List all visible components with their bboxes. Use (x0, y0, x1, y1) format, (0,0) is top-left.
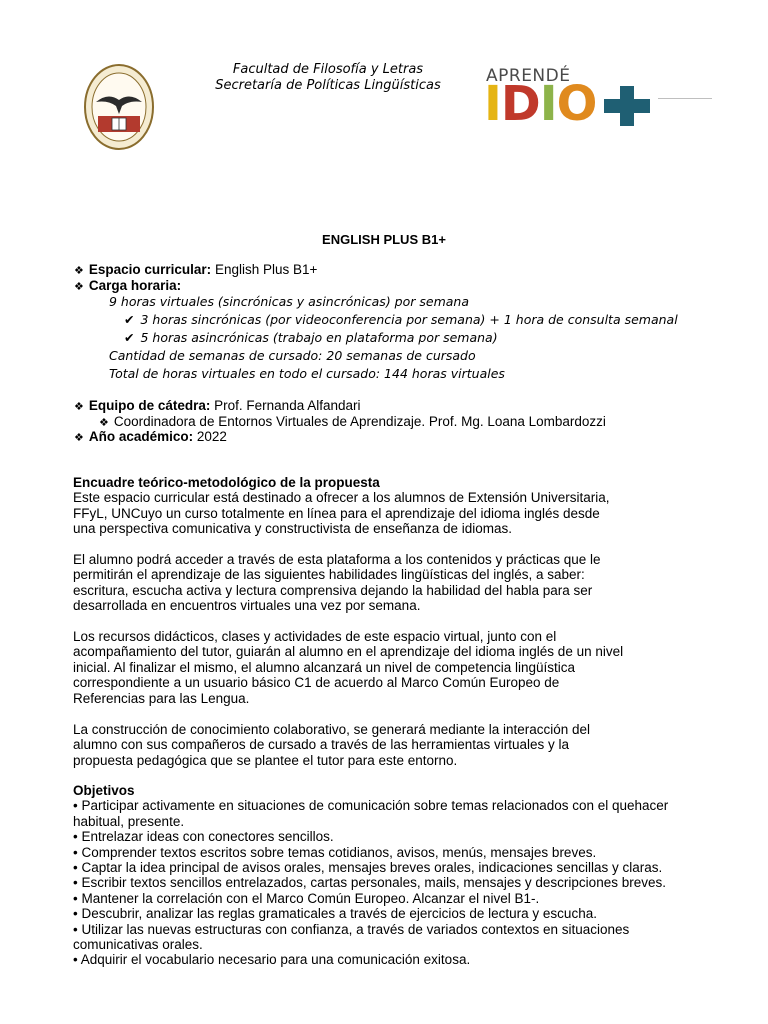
check-icon: ✔ (124, 330, 135, 345)
paragraph-line: FFyL, UNCuyo un curso totalmente en línea para el aprendizaje del idioma inglés desde (73, 505, 600, 521)
paragraph-line: Los recursos didácticos, clases y actividades de este espacio virtual, junto con el (73, 629, 557, 644)
objetivo-line: • Adquirir el vocabulario necesario para una comunicación exitosa. (73, 952, 471, 968)
paragraph-3 (73, 629, 713, 706)
paragraph-line: permitirán el aprendizaje de las siguientes habilidades lingüísticas del inglés, a saber: (73, 567, 585, 583)
aprende-idioma-logo (484, 66, 712, 132)
anio-academico: ❖ Año académico: 2022 (74, 429, 227, 444)
carga-line: Total de horas virtuales en todo el cursado: 144 horas virtuales (109, 366, 505, 381)
university-seal-logo (84, 64, 154, 150)
logo-aprende-text: APRENDÉ (486, 66, 571, 86)
objetivo-line: • Comprender textos escritos sobre temas cotidianos, avisos, menús, mensajes breves. (73, 844, 597, 860)
objetivo-line: • Captar la idea principal de avisos orales, mensajes breves orales, indicaciones sencillas y claras. (73, 860, 663, 876)
paragraph-line: alumno con sus compañeros de cursado a través de las herramientas virtuales y la (73, 737, 569, 753)
carga-subline: ✔ 5 horas asincrónicas (trabajo en plataforma por semana) (124, 330, 498, 345)
diamond-bullet-icon: ❖ (74, 265, 84, 277)
course-title: ENGLISH PLUS B1+ (322, 232, 446, 247)
diamond-bullet-icon: ❖ (74, 432, 84, 444)
coordinadora: ❖ Coordinadora de Entornos Virtuales de Aprendizaje. Prof. Mg. Loana Lombardozzi (99, 414, 606, 429)
paragraph-line: acompañamiento del tutor, guiarán al alumno en el aprendizaje del idioma inglés de un nivel (73, 644, 624, 660)
paragraph-line: correspondiente a un usuario básico C1 de acuerdo al Marco Común Europeo de (73, 675, 560, 691)
objetivo-line: • Mantener la correlación con el Marco Común Europeo. Alcanzar el nivel B1-. (73, 890, 540, 906)
objetivo-line: • Participar activamente en situaciones de comunicación sobre temas relacionados con el quehacer (73, 798, 669, 814)
paragraph-line: propuesta pedagógica que se plantee el tutor para este entorno. (73, 752, 458, 768)
paragraph-line: Referencias para las Lengua. (73, 690, 250, 706)
logo-idio-text: IDIO (484, 76, 597, 132)
paragraph-line: una perspectiva comunicativa y constructivista de enseñanza de idiomas. (73, 521, 512, 537)
carga-subline: ✔ 3 horas sincrónicas (por videoconferencia por semana) + 1 hora de consulta semanal (124, 312, 678, 327)
objetivos-section (73, 783, 753, 968)
paragraph-line: desarrollada en encuentros virtuales una vez por semana. (73, 598, 421, 614)
objetivo-line: habitual, presente. (73, 813, 185, 829)
faculty-name: Facultad de Filosofía y Letras (232, 62, 424, 77)
objetivo-line: • Escribir textos sencillos entrelazados, cartas personales, mails, mensajes y descripciones breves. (73, 875, 666, 891)
check-icon: ✔ (124, 312, 135, 327)
paragraph-line: El alumno podrá acceder a través de esta plataforma a los contenidos y prácticas que le (73, 552, 601, 567)
diamond-bullet-icon: ❖ (74, 281, 84, 293)
paragraph-line: inicial. Al finalizar el mismo, el alumno alcanzará un nivel de competencia lingüística (73, 659, 575, 675)
paragraph-line: escritura, escucha activa y lectura comprensiva dejando la habilidad del habla para ser (73, 582, 593, 598)
paragraph-4 (73, 722, 713, 768)
carga-horaria: ❖ Carga horaria: (74, 278, 182, 293)
diamond-bullet-icon: ❖ (74, 401, 84, 413)
objetivo-line: • Utilizar las nuevas estructuras con confianza, a través de variados contextos en situaciones (73, 921, 630, 937)
encuadre-heading: Encuadre teórico-metodológico de la propuesta (73, 475, 380, 490)
diamond-bullet-icon: ❖ (99, 417, 109, 429)
objetivo-line: • Entrelazar ideas con conectores sencillos. (73, 829, 334, 845)
logo-plus-icon (600, 86, 658, 126)
carga-line: Cantidad de semanas de cursado: 20 semanas de cursado (109, 348, 476, 363)
logo-divider-line (658, 98, 712, 99)
faculty-header (185, 62, 471, 94)
objetivos-heading: Objetivos (73, 783, 135, 798)
encuadre-section (73, 475, 713, 537)
secretaria-name: Secretaría de Políticas Lingüísticas (215, 78, 441, 93)
objetivo-line: comunicativas orales. (73, 937, 203, 953)
carga-line: 9 horas virtuales (sincrónicas y asincrónicas) por semana (109, 294, 469, 309)
equipo-catedra: ❖ Equipo de cátedra: Prof. Fernanda Alfandari (74, 398, 361, 413)
paragraph-line: La construcción de conocimiento colaborativo, se generará mediante la interacción del (73, 722, 591, 737)
objetivo-line: • Descubrir, analizar las reglas gramaticales a través de ejercicios de lectura y escucha. (73, 906, 597, 922)
espacio-curricular: ❖ Espacio curricular: English Plus B1+ (74, 262, 318, 277)
paragraph-2 (73, 552, 713, 614)
paragraph-line: Este espacio curricular está destinado a ofrecer a los alumnos de Extensión Universitaria, (73, 490, 610, 506)
